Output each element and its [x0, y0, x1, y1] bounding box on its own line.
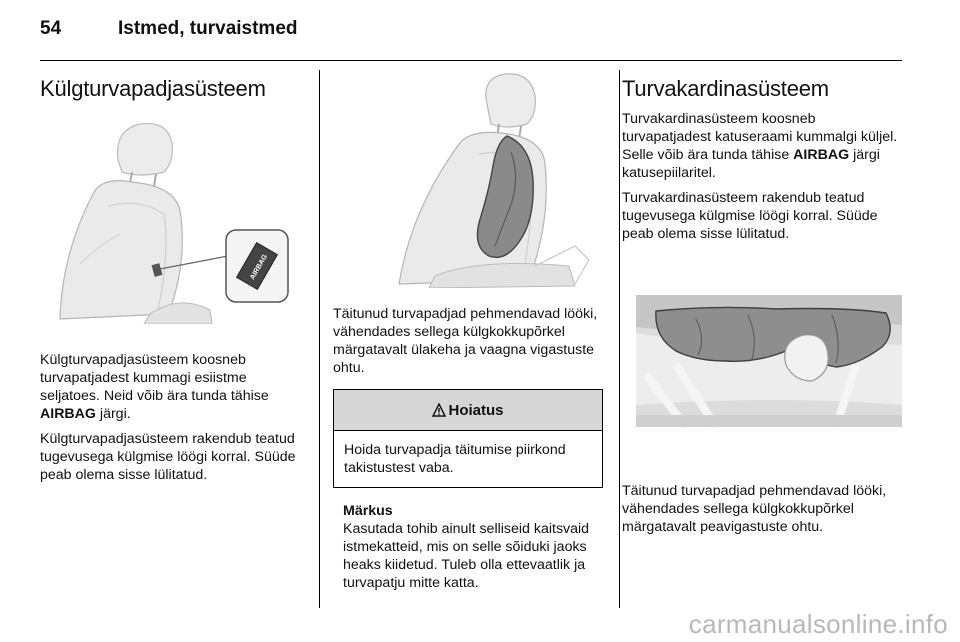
page-number: 54 [40, 18, 62, 39]
inflated-seat-airbag-illustration [339, 70, 603, 293]
column-divider-1 [319, 70, 320, 608]
column-side-airbag [40, 70, 302, 491]
paragraph-inflated-side-airbag: Täitunud turvapadjad pehmendavad lööki, vähendades sellega külgkokkupõrkel märgatavalt ülakeha ja vaagna vigastuste ohtu. [333, 306, 598, 376]
paragraph-side-airbag-intro: Külgturvapadjasüsteem koosneb turvapatjadest kummagi esiistme seljatoes. Neid võib ära tunda tähise AIRBAG järgi. [40, 352, 269, 422]
paragraph-side-airbag-deploy: Külgturvapadjasüsteem rakendub teatud tugevusega külgmise löögi korral. Süüde peab olema sisse lülitatud. [40, 431, 296, 483]
column-side-airbag-cont [333, 70, 603, 599]
warning-title: Hoiatus [448, 401, 504, 419]
watermark: carmanualsonline.info [688, 609, 948, 639]
section-heading-side-airbag: Külgturvapadjasüsteem [40, 76, 266, 101]
warning-header [334, 390, 602, 431]
note-text: Kasutada tohib ainult selliseid kaitsvaid istmekatteid, mis on selle sõiduki jaoks heaks kiidetud. Tuleb olla ettevaatlik ja turvapatju mitte katta. [343, 521, 590, 591]
airbag-tag-label: AIRBAG [249, 253, 270, 281]
note-block [343, 502, 603, 592]
column-curtain-airbag [622, 70, 904, 543]
warning-triangle-icon [432, 403, 446, 417]
curtain-airbag-illustration [636, 255, 904, 472]
seat-airbag-label-illustration [40, 114, 302, 329]
warning-text: Hoida turvapadja täitumise piirkond takistustest vaba. [344, 442, 566, 476]
paragraph-curtain-deploy: Turvakardinasüsteem rakendub teatud tugevusega külgmise löögi korral. Süüde peab olema sisse lülitatud. [622, 190, 878, 242]
column-divider-2 [619, 70, 620, 608]
warning-box [333, 389, 603, 488]
note-title: Märkus [343, 503, 393, 519]
paragraph-curtain-intro: Turvakardinasüsteem koosneb turvapatjadest katuseraami kummalgi küljel. Selle võib ära tunda tähise AIRBAG järgi katusepiilaritel. [622, 111, 898, 181]
page-header [40, 18, 298, 48]
paragraph-curtain-inflated: Täitunud turvapadjad pehmendavad lööki, vähendades sellega külgkokkupõrkel märgatavalt peavigastuste ohtu. [622, 483, 887, 535]
page-title: Istmed, turvaistmed [118, 18, 298, 39]
header-divider [40, 60, 902, 61]
section-heading-curtain-airbag: Turvakardinasüsteem [622, 76, 829, 101]
